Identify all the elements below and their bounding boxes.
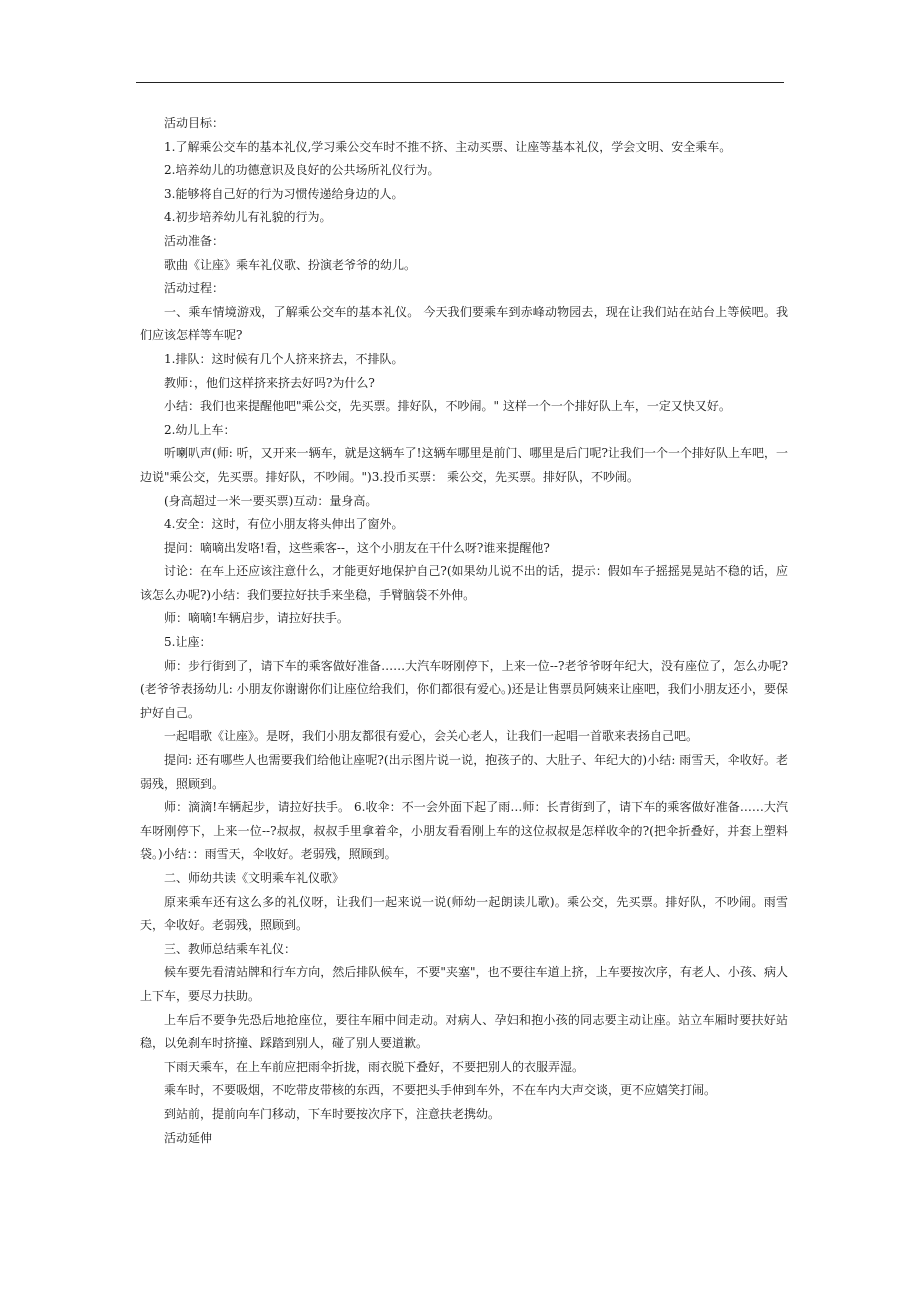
paragraph: 1.排队：这时候有几个人挤来挤去，不排队。 bbox=[164, 351, 404, 366]
paragraph: 提问: 还有哪些人也需要我们给他让座呢?(出示图片说一说，抱孩子的、大肚子、年纪大的)小结: 雨雪天，伞收好。老弱残，照顾到。 bbox=[140, 753, 788, 791]
paragraph: 师：嘀嘀!车辆启步，请拉好扶手。 bbox=[164, 611, 349, 626]
paragraph: 3.能够将自己好的行为习惯传递给身边的人。 bbox=[164, 186, 404, 201]
paragraph: 二、师幼共读《文明乘车礼仪歌》 bbox=[164, 871, 345, 885]
paragraph: 一起唱歌《让座》。是呀，我们小朋友都很有爱心，会关心老人，让我们一起唱一首歌来表扬自己吧。 bbox=[164, 729, 699, 744]
paragraph: 活动目标： bbox=[164, 116, 225, 130]
paragraph: 5.让座： bbox=[164, 635, 212, 650]
paragraph: 一、乘车情境游戏，了解乘公交车的基本礼仪。 今天我们要乘车到赤峰动物园去，现在让我们站在站台上等候吧。我们应该怎样等车呢? bbox=[140, 304, 788, 343]
paragraph: 师：步行街到了，请下车的乘客做好准备……大汽车呀刚停下，上来一位--?老爷爷呀年纪大，没有座位了，怎么办呢?(老爷爷表扬幼儿: 小朋友你谢谢你们让座位给我们，你们都很有爱心。)还是让售票员阿姨来让座吧，我们小朋友还小，要保护好自己。 bbox=[140, 658, 788, 720]
paragraph: 候车要先看清站牌和行车方向，然后排队候车，不要"夹塞"，也不要往车道上挤，上车要按次序，有老人、小孩、病人上下车，要尽力扶助。 bbox=[140, 965, 788, 1003]
paragraph: 师：滴滴!车辆起步，请拉好扶手。 6.收伞：不一会外面下起了雨…师：长青街到了，请下车的乘客做好准备……大汽车呀刚停下，上来一位--?叔叔，叔叔手里拿着伞，小朋友看看刚上车的这位叔叔是怎样收伞的?(把伞折叠好，并套上塑料袋。)小结：：雨雪天，伞收好。老弱残，照顾到。 bbox=[140, 800, 788, 862]
paragraph: 小结：我们也来提醒他吧"乘公交，先买票。排好队，不吵闹。" 这样一个一个排好队上车，一定又快又好。 bbox=[164, 399, 731, 414]
paragraph: 乘车时，不要吸烟，不吃带皮带核的东西，不要把头手伸到车外，不在车内大声交谈，更不应嬉笑打闹。 bbox=[164, 1083, 717, 1098]
paragraph: 三、教师总结乘车礼仪： bbox=[164, 941, 297, 956]
paragraph: 教师：，他们这样挤来挤去好吗?为什么? bbox=[164, 375, 375, 390]
paragraph: 4.安全：这时，有位小朋友将头伸出了窗外。 bbox=[164, 517, 404, 532]
paragraph: 1.了解乘公交车的基本礼仪,学习乘公交车时不推不挤、主动买票、让座等基本礼仪，学会文明、安全乘车。 bbox=[164, 139, 732, 154]
paragraph: 到站前，提前向车门移动，下车时要按次序下，注意扶老携幼。 bbox=[164, 1106, 501, 1121]
document-body bbox=[140, 112, 788, 1150]
paragraph: 原来乘车还有这么多的礼仪呀，让我们一起来说一说(师幼一起朗读儿歌)。乘公交，先买票。排好队，不吵闹。雨雪天，伞收好。老弱残，照顾到。 bbox=[140, 894, 788, 933]
paragraph: 2.培养幼儿的功德意识及良好的公共场所礼仪行为。 bbox=[164, 163, 440, 178]
paragraph: (身高超过一米一要买票)互动：量身高。 bbox=[164, 493, 378, 508]
paragraph: 活动准备： bbox=[164, 233, 225, 248]
paragraph: 2.幼儿上车： bbox=[164, 422, 236, 437]
paragraph: 讨论：在车上还应该注意什么，才能更好地保护自己?(如果幼儿说不出的话，提示：假如车子摇摇晃晃站不稳的话，应该怎么办呢?)小结：我们要拉好扶手来坐稳，手臂脑袋不外伸。 bbox=[140, 564, 788, 602]
paragraph: 活动延伸 bbox=[164, 1130, 213, 1145]
paragraph: 下雨天乘车，在上车前应把雨伞折拢，雨衣脱下叠好，不要把别人的衣服弄湿。 bbox=[164, 1059, 585, 1074]
paragraph: 歌曲《让座》乘车礼仪歌、扮演老爷爷的幼儿。 bbox=[164, 257, 417, 272]
paragraph: 4.初步培养幼儿有礼貌的行为。 bbox=[164, 210, 332, 225]
paragraph: 听喇叭声(师: 听，又开来一辆车，就是这辆车了!这辆车哪里是前门、哪里是后门呢?让我们一个一个排好队上车吧，一边说"乘公交，先买票。排好队，不吵闹。")3.投币买票： 乘公交，先买票。排好队，不吵闹。 bbox=[140, 446, 788, 484]
paragraph: 活动过程： bbox=[164, 281, 225, 296]
paragraph: 提问：嘀嘀出发咯!看，这些乘客--，这个小朋友在干什么呀?谁来提醒他? bbox=[164, 540, 550, 555]
paragraph: 上车后不要争先恐后地抢座位，要往车厢中间走动。对病人、孕妇和抱小孩的同志要主动让座。站立车厢时要扶好站稳，以免刹车时挤撞、踩踏到别人，碰了别人要道歉。 bbox=[140, 1012, 788, 1051]
header-rule bbox=[136, 82, 784, 83]
